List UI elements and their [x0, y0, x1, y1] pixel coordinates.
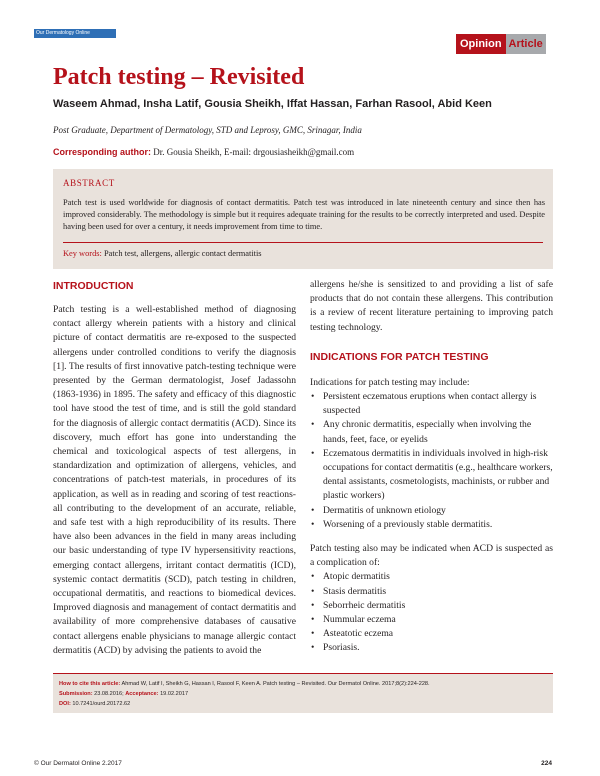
list-item: • Atopic dermatitis: [310, 570, 553, 584]
affiliation: Post Graduate, Department of Dermatology, STD and Leprosy, GMC, Srinagar, India: [53, 125, 362, 135]
copyright: © Our Dermatol Online 2.2017: [34, 760, 122, 767]
introduction-continuation: allergens he/she is sensitized to and providing a list of safe products that do not contain these allergens. This contribution is a review of recent literature pertaining to improving patch testing technology.: [310, 279, 553, 333]
doi-line: [59, 699, 553, 709]
right-column: [310, 278, 553, 656]
badge-opinion: Opinion: [456, 34, 506, 54]
abstract-box: [53, 169, 553, 269]
left-column: [53, 278, 296, 658]
indications-lead: Indications for patch testing may include:: [310, 376, 470, 388]
introduction-paragraph: Patch testing is a well-established method of diagnosing contact allergy wherein patients with a history and clinical picture of contact dermatitis are re-exposed to the suspected allergens under controlled conditions to verify the diagnosis [1]. The results of first innovative patch-testing technique were presented by the German dermatologist, Josef Jadassohn (1863-1936) in 1895. The safety and efficacy of this diagnostic tool have stood the test of time, and is still the gold standard for the diagnosis of allergic contact dermatitis (ACD). Since its discovery, much effort has gone into understanding the chemical and toxicological aspects of test allergens, in standardization and optimization of allergens, vehicles, and concentrations of patch-test materials, in procedures of its application, as well as in reading and scoring of test reactions-all contributing to the development of an accurate, reliable, and safe test with a high reproducibility of its results. There have also been advances in the field in many areas including our basic understanding of type IV hypersensitivity reactions, emerging contact allergens, irritant contact dermatitis (ICD), systemic contact dermatitis (SCD), patch testing in children, occupational dermatitis, and reactions to biomedical devices. Improved diagnosis and management of contact dermatitis and availability of more comprehensive databases of causative contact allergens enable physicians to manage allergic contact dermatitis (ACD) by advising the patients to avoid the: [53, 304, 296, 656]
list-item: • Persistent eczematous eruptions when contact allergy is suspected: [310, 390, 553, 418]
abstract-divider: [63, 242, 543, 243]
corresponding-label: Corresponding author:: [53, 147, 151, 157]
complications-list: [310, 570, 553, 655]
acceptance-label: Acceptance:: [125, 691, 159, 697]
submission-date: 23.08.2016;: [92, 691, 124, 697]
indications-list: [310, 390, 553, 532]
doi-link[interactable]: 10.7241/ourd.20172.62: [70, 701, 131, 707]
abstract-text: Patch test is used worldwide for diagnosis of contact dermatitis. Patch test was introduced in late nineteenth century and since then has improved considerably. The methodology is simple but it requires adequate training for the results to be correctly interpreted and used. Despite having been used for over a century, it needs improvement from time to time.: [63, 198, 545, 231]
article-title: Patch testing – Revisited: [53, 64, 305, 90]
keywords-label: Key words:: [63, 249, 102, 258]
list-item: • Eczematous dermatitis in individuals involved in high-risk occupations for contact dermatitis (e.g., healthcare workers, dental assistants, cosmetologists, machinists, or rubber and plastic workers): [310, 447, 553, 504]
acceptance-date: 19.02.2017: [158, 691, 189, 697]
abstract-heading: ABSTRACT: [63, 178, 115, 188]
doi-label: DOI:: [59, 701, 71, 707]
list-item: • Asteatotic eczema: [310, 627, 553, 641]
article-type-badge: [456, 34, 546, 54]
complications-lead: Patch testing also may be indicated when ACD is suspected as a complication of:: [310, 543, 553, 569]
page-footer: [34, 760, 552, 767]
dates-line: [59, 689, 553, 699]
badge-article: Article: [506, 34, 546, 54]
list-item: • Psoriasis.: [310, 641, 553, 655]
list-item: • Dermatitis of unknown etiology: [310, 504, 553, 518]
page-number: 224: [541, 760, 552, 767]
journal-tag: Our Dermatology Online: [34, 29, 116, 38]
list-item: • Seborrheic dermatitis: [310, 599, 553, 613]
indications-heading: INDICATIONS FOR PATCH TESTING: [310, 350, 489, 363]
keywords: [63, 249, 262, 258]
submission-label: Submission:: [59, 691, 93, 697]
cite-label: How to cite this article:: [59, 681, 121, 687]
list-item: • Worsening of a previously stable dermatitis.: [310, 518, 553, 532]
list-item: • Nummular eczema: [310, 613, 553, 627]
citation-box: [53, 673, 553, 713]
introduction-heading: INTRODUCTION: [53, 280, 134, 292]
corresponding-text: Dr. Gousia Sheikh, E-mail: drgousiasheikh@gmail.com: [151, 147, 355, 157]
cite-text: Ahmad W, Latif I, Sheikh G, Hassan I, Rasool F, Keen A. Patch testing – Revisited. Our Dermatol Online. 2017;8(2):224-228.: [120, 681, 430, 687]
list-item: • Stasis dermatitis: [310, 585, 553, 599]
list-item: • Any chronic dermatitis, especially when involving the hands, feet, face, or eyelids: [310, 418, 553, 446]
author-list: Waseem Ahmad, Insha Latif, Gousia Sheikh, Iffat Hassan, Farhan Rasool, Abid Keen: [53, 98, 492, 110]
keywords-text: Patch test, allergens, allergic contact dermatitis: [101, 249, 262, 258]
corresponding-author: [53, 147, 354, 157]
citation-line: [59, 679, 553, 689]
